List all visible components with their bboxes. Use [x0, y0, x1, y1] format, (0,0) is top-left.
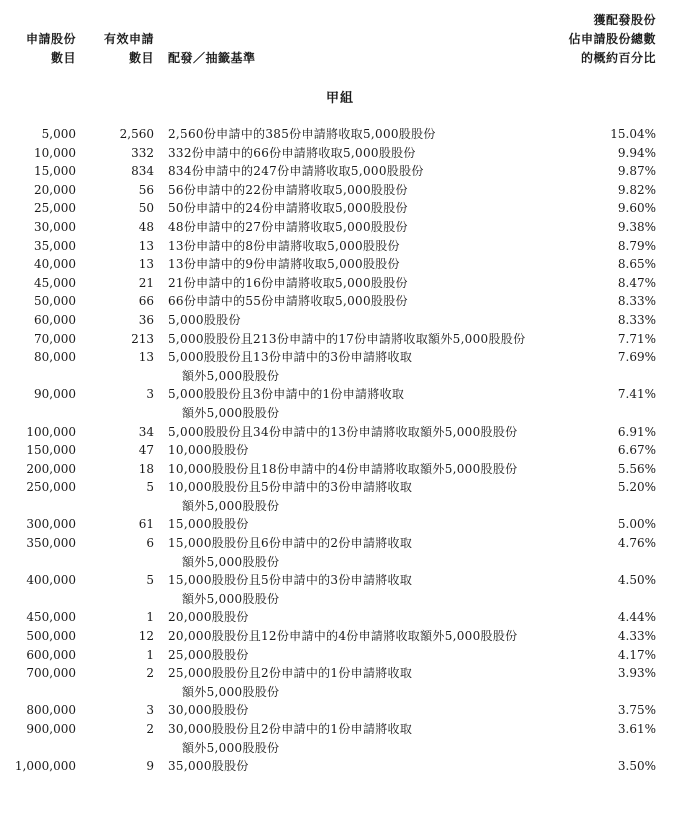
valid-applications-cell: 9 — [146, 759, 154, 774]
basis-line: 13份申請中的9份申請將收取5,000股股份 — [168, 257, 400, 272]
basis-line: 15,000股股份且6份申請中的2份申請將收取 — [168, 536, 413, 551]
percentage-cell: 3.75% — [617, 703, 656, 718]
basis-cell — [168, 571, 608, 608]
valid-applications-cell: 3 — [146, 703, 154, 718]
basis-cell — [168, 218, 608, 237]
shares-applied-cell: 10,000 — [34, 145, 76, 160]
valid-applications-cell: 34 — [138, 424, 154, 439]
shares-applied-cell: 25,000 — [34, 201, 76, 216]
percentage-cell: 7.69% — [617, 350, 656, 365]
percentage-cell: 8.79% — [617, 238, 656, 253]
percentage-cell: 9.82% — [617, 182, 656, 197]
table-row — [0, 255, 680, 274]
percentage-cell: 8.47% — [617, 275, 656, 290]
basis-line: 50份申請中的24份申請將收取5,000股股份 — [168, 201, 408, 216]
basis-cell — [168, 181, 608, 200]
table-row — [0, 237, 680, 256]
table-row — [0, 348, 680, 385]
basis-line: 30,000股股份且2份申請中的1份申請將收取 — [168, 722, 413, 736]
basis-line: 額外5,000股股份 — [182, 591, 280, 606]
shares-applied-cell: 150,000 — [26, 443, 76, 458]
basis-cell — [168, 701, 608, 720]
valid-applications-cell: 21 — [138, 275, 154, 290]
basis-line: 834份申請中的247份申請將收取5,000股股份 — [168, 164, 424, 179]
basis-line: 20,000股股份且12份申請中的4份申請將收取額外5,000股股份 — [168, 629, 518, 644]
percentage-cell: 15.04% — [610, 127, 656, 141]
percentage-cell: 8.33% — [617, 312, 656, 327]
basis-line: 10,000股股份且18份申請中的4份申請將收取額外5,000股股份 — [168, 461, 518, 476]
header-valid-applications — [80, 30, 154, 68]
basis-line: 35,000股股份 — [168, 759, 249, 774]
basis-cell — [168, 608, 608, 627]
shares-applied-cell: 70,000 — [34, 331, 76, 346]
basis-line: 額外5,000股股份 — [182, 405, 280, 420]
basis-cell — [168, 720, 608, 757]
basis-line: 5,000股股份 — [168, 312, 241, 327]
basis-line: 額外5,000股股份 — [182, 740, 280, 755]
table-row — [0, 125, 680, 144]
header-shares-applied — [0, 30, 76, 68]
table-row — [0, 701, 680, 720]
basis-cell — [168, 757, 608, 776]
basis-cell — [168, 423, 608, 442]
basis-line: 額外5,000股股份 — [182, 368, 280, 383]
shares-applied-cell: 50,000 — [34, 294, 76, 309]
valid-applications-cell: 834 — [131, 164, 154, 179]
shares-applied-cell: 800,000 — [26, 703, 76, 718]
valid-applications-cell: 13 — [138, 257, 154, 272]
basis-line: 30,000股股份 — [168, 703, 249, 718]
basis-line: 20,000股股份 — [168, 610, 249, 625]
valid-applications-cell: 47 — [138, 443, 154, 458]
shares-applied-cell: 200,000 — [26, 461, 76, 476]
basis-cell — [168, 515, 608, 534]
basis-cell — [168, 478, 608, 515]
percentage-cell: 9.60% — [617, 201, 656, 216]
percentage-cell: 6.67% — [617, 443, 656, 458]
shares-applied-cell: 60,000 — [34, 312, 76, 327]
valid-applications-cell: 48 — [138, 219, 154, 234]
table-row — [0, 385, 680, 422]
shares-applied-cell: 80,000 — [34, 350, 76, 365]
table-row — [0, 664, 680, 701]
basis-line: 5,000股股份且213份申請中的17份申請將收取額外5,000股股份 — [168, 331, 526, 346]
shares-applied-cell: 20,000 — [34, 182, 76, 197]
percentage-cell: 7.41% — [617, 387, 656, 402]
valid-applications-cell: 13 — [138, 350, 154, 365]
shares-applied-cell: 350,000 — [26, 536, 76, 551]
valid-applications-cell: 6 — [146, 536, 154, 551]
table-row — [0, 311, 680, 330]
valid-applications-cell: 12 — [138, 629, 154, 644]
percentage-cell: 4.17% — [617, 647, 656, 662]
header-percentage-line: 佔申請股份總數 — [568, 32, 656, 46]
valid-applications-cell: 5 — [146, 480, 154, 495]
shares-applied-cell: 15,000 — [34, 164, 76, 179]
table-row — [0, 608, 680, 627]
shares-applied-cell: 400,000 — [26, 573, 76, 588]
valid-applications-cell: 3 — [146, 387, 154, 402]
basis-cell — [168, 274, 608, 293]
shares-applied-cell: 250,000 — [26, 480, 76, 495]
basis-cell — [168, 237, 608, 256]
shares-applied-cell: 700,000 — [26, 666, 76, 681]
basis-line: 10,000股股份且5份申請中的3份申請將收取 — [168, 480, 413, 495]
basis-cell — [168, 292, 608, 311]
basis-cell — [168, 534, 608, 571]
table-row — [0, 181, 680, 200]
basis-line: 5,000股股份且3份申請中的1份申請將收取 — [168, 387, 405, 402]
basis-cell — [168, 162, 608, 181]
table-row — [0, 423, 680, 442]
basis-line: 15,000股股份 — [168, 517, 249, 532]
basis-cell — [168, 441, 608, 460]
table-row — [0, 534, 680, 571]
percentage-cell: 4.44% — [617, 610, 656, 625]
percentage-cell: 6.91% — [617, 424, 656, 439]
percentage-cell: 4.76% — [617, 536, 656, 551]
table-row — [0, 218, 680, 237]
basis-line: 額外5,000股股份 — [182, 684, 280, 699]
basis-cell — [168, 311, 608, 330]
basis-cell — [168, 199, 608, 218]
shares-applied-cell: 100,000 — [26, 424, 76, 439]
percentage-cell: 8.65% — [617, 257, 656, 272]
valid-applications-cell: 18 — [138, 461, 154, 476]
percentage-cell: 5.00% — [617, 517, 656, 532]
valid-applications-cell: 2,560 — [119, 127, 154, 141]
basis-cell — [168, 255, 608, 274]
table-row — [0, 627, 680, 646]
basis-line: 13份申請中的8份申請將收取5,000股股份 — [168, 238, 400, 253]
table-row — [0, 720, 680, 757]
basis-line: 10,000股股份 — [168, 443, 249, 458]
basis-line: 5,000股股份且13份申請中的3份申請將收取 — [168, 350, 413, 365]
table-row — [0, 199, 680, 218]
table-row — [0, 144, 680, 163]
percentage-cell: 5.20% — [617, 480, 656, 495]
percentage-cell: 5.56% — [617, 461, 656, 476]
percentage-cell: 7.71% — [617, 331, 656, 346]
percentage-cell: 8.33% — [617, 294, 656, 309]
shares-applied-cell: 35,000 — [34, 238, 76, 253]
shares-applied-cell: 600,000 — [26, 647, 76, 662]
valid-applications-cell: 1 — [146, 610, 154, 625]
valid-applications-cell: 36 — [138, 312, 154, 327]
shares-applied-cell: 1,000,000 — [14, 759, 76, 774]
valid-applications-cell: 61 — [138, 517, 154, 532]
basis-cell — [168, 125, 608, 144]
valid-applications-cell: 66 — [138, 294, 154, 309]
basis-line: 額外5,000股股份 — [182, 554, 280, 569]
shares-applied-cell: 500,000 — [26, 629, 76, 644]
valid-applications-cell: 2 — [146, 666, 154, 681]
percentage-cell: 9.94% — [617, 145, 656, 160]
percentage-cell: 4.33% — [617, 629, 656, 644]
table-row — [0, 515, 680, 534]
valid-applications-cell: 332 — [131, 145, 154, 160]
basis-line: 56份申請中的22份申請將收取5,000股股份 — [168, 182, 408, 197]
table-row — [0, 571, 680, 608]
header-shares-applied-line: 數目 — [50, 51, 76, 65]
header-percentage-line: 的概約百分比 — [580, 51, 656, 65]
basis-cell — [168, 627, 608, 646]
basis-line: 66份申請中的55份申請將收取5,000股股份 — [168, 294, 408, 309]
basis-line: 48份申請中的27份申請將收取5,000股股份 — [168, 219, 408, 234]
valid-applications-cell: 1 — [146, 647, 154, 662]
percentage-cell: 9.38% — [617, 219, 656, 234]
percentage-cell: 3.61% — [617, 722, 656, 736]
basis-cell — [168, 664, 608, 701]
shares-applied-cell: 90,000 — [34, 387, 76, 402]
table-row — [0, 292, 680, 311]
header-valid-applications-line: 數目 — [128, 51, 154, 65]
basis-line: 5,000股股份且34份申請中的13份申請將收取額外5,000股股份 — [168, 424, 518, 439]
table-row — [0, 757, 680, 776]
basis-cell — [168, 330, 608, 349]
table-row — [0, 441, 680, 460]
header-basis-text: 配發／抽籤基準 — [168, 51, 256, 65]
valid-applications-cell: 5 — [146, 573, 154, 588]
table-row — [0, 162, 680, 181]
table-row — [0, 274, 680, 293]
basis-cell — [168, 348, 608, 385]
shares-applied-cell: 30,000 — [34, 219, 76, 234]
header-shares-applied-line: 申請股份 — [25, 32, 76, 46]
percentage-cell: 4.50% — [617, 573, 656, 588]
basis-line: 2,560份申請中的385份申請將收取5,000股股份 — [168, 127, 436, 141]
table-row — [0, 646, 680, 665]
valid-applications-cell: 213 — [131, 331, 154, 346]
table-row — [0, 478, 680, 515]
shares-applied-cell: 40,000 — [34, 257, 76, 272]
percentage-cell: 3.50% — [617, 759, 656, 774]
basis-line: 15,000股股份且5份申請中的3份申請將收取 — [168, 573, 413, 588]
pool-title: 甲組 — [325, 91, 354, 106]
shares-applied-cell: 900,000 — [26, 722, 76, 736]
percentage-cell: 3.93% — [617, 666, 656, 681]
shares-applied-cell: 450,000 — [26, 610, 76, 625]
header-percentage — [480, 11, 656, 68]
basis-cell — [168, 385, 608, 422]
valid-applications-cell: 50 — [138, 201, 154, 216]
basis-line: 額外5,000股股份 — [182, 498, 280, 513]
percentage-cell: 9.87% — [617, 164, 656, 179]
header-percentage-line: 獲配發股份 — [593, 13, 656, 27]
basis-cell — [168, 460, 608, 479]
basis-cell — [168, 646, 608, 665]
basis-cell — [168, 144, 608, 163]
shares-applied-cell: 300,000 — [26, 517, 76, 532]
basis-line: 25,000股股份且2份申請中的1份申請將收取 — [168, 666, 413, 681]
table-row — [0, 330, 680, 349]
table-row — [0, 460, 680, 479]
basis-line: 332份申請中的66份申請將收取5,000股股份 — [168, 145, 416, 160]
header-valid-applications-line: 有效申請 — [103, 32, 154, 46]
header-basis — [168, 49, 256, 68]
basis-line: 25,000股股份 — [168, 647, 249, 662]
valid-applications-cell: 2 — [146, 722, 154, 736]
basis-line: 21份申請中的16份申請將收取5,000股股份 — [168, 275, 408, 290]
shares-applied-cell: 45,000 — [34, 275, 76, 290]
valid-applications-cell: 56 — [138, 182, 154, 197]
allotment-rows — [0, 125, 680, 776]
shares-applied-cell: 5,000 — [41, 127, 76, 141]
valid-applications-cell: 13 — [138, 238, 154, 253]
